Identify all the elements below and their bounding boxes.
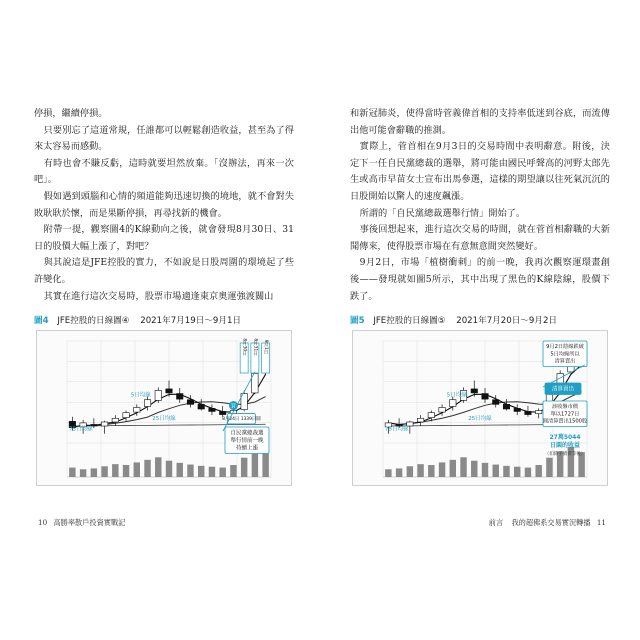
candle-body [493, 400, 499, 405]
volume-bar [482, 463, 488, 477]
paragraph: 實際上，菅首相在9月3日的交易時間中表明辭意。附後，決定下一任自民黨總裁的選舉，將可能由國民呼聲高的河野太郎先生或高市早苗女士宣布出馬參選，這樣的期望讓以往死氣沉沉的日股開始以驚人的速度飆漲。 [350, 141, 610, 202]
volume-bar [450, 460, 456, 477]
candle-body [471, 389, 477, 393]
paragraph: 和新冠肺炎，使得當時菅義偉首相的支持率低迷到谷底，而流傳出他可能會辭職的推測。 [350, 108, 610, 136]
chapter-label: 前言 [488, 518, 504, 527]
volume-bar [123, 465, 129, 477]
sell-reason-note-text: 9月2日陰線跌破 [546, 344, 584, 351]
volume-bar [241, 458, 247, 477]
volume-bar [252, 451, 258, 477]
candlestick-chart-4 [37, 331, 291, 485]
candle-body [177, 394, 183, 400]
volume-bar [385, 469, 391, 477]
page-number: 11 [596, 518, 606, 527]
rally-note [225, 427, 269, 454]
paragraph: 其實在進行這次交易時，股票市場適逢東京奧運強渡關山 [43, 290, 274, 302]
profit-note: （扣除手續費等後） [544, 452, 586, 457]
candle-body [209, 408, 215, 411]
volume-bar [503, 466, 509, 477]
volume-bar [101, 466, 107, 477]
candle-body [166, 389, 172, 393]
candle-body [439, 407, 445, 412]
volume-bar [209, 467, 215, 477]
candle-body [503, 404, 509, 409]
volume-bar [198, 466, 204, 477]
candle-body [482, 394, 488, 400]
candlestick-chart-5 [353, 331, 607, 485]
candle-body [134, 407, 140, 412]
candle-body [525, 411, 531, 414]
figure-number: 圖5 [350, 316, 365, 326]
right-page-footer [489, 518, 610, 528]
volume-bar [407, 466, 413, 477]
volume-bar [396, 468, 402, 477]
sell-order-note-text: 該收盤市價 [552, 404, 578, 411]
candle-body [535, 411, 541, 414]
paragraph: 與其說這是JFE控股的實力，不如說是日股周圍的環境起了些許變化。 [34, 257, 294, 285]
left-page [34, 106, 294, 536]
volume-bar [80, 469, 86, 477]
candle-body [198, 404, 204, 409]
sell-order-note-text: 單以1727日 [550, 411, 580, 418]
ma5-label: 5日均線 [130, 392, 151, 399]
volume-bar [166, 461, 172, 477]
volume-bar [155, 457, 161, 477]
figure-4-chart [36, 330, 292, 486]
candle-body [144, 400, 150, 407]
volume-bar [525, 468, 531, 477]
candle-body [101, 422, 107, 426]
paragraph: 只要別忘了這道常規，任誰都可以輕鬆創造收益，甚至為了得來太容易而感動。 [34, 124, 294, 153]
candle-body [187, 400, 193, 405]
sell-tag-text: 清算賣出 [551, 386, 575, 393]
running-head: 我的超佛系交易實況轉播 [511, 518, 591, 527]
volume-bar [219, 468, 225, 477]
volume-bar [187, 465, 193, 477]
running-head: 高勝率散戶投資實戰記 [53, 518, 126, 527]
figure-4-caption [34, 314, 294, 326]
candle-body [155, 390, 161, 400]
paragraph: 事後回想起來，進行這次交易的時間，就在菅首相辭職的大新聞傳來，使得股票市場在有意無意間突然變好。 [350, 224, 610, 252]
right-page [350, 106, 610, 536]
volume-bar [177, 463, 183, 477]
sell-reason-note-text: 5日均線所以 [550, 351, 580, 358]
date-tag-text: 8月30日 [241, 338, 247, 356]
volume-bar [428, 465, 434, 477]
volume-bar [514, 467, 520, 477]
buy-price-note-text: 8月24日 1339日圓 [222, 416, 261, 422]
sell-reason-note-text: 清算賣出 [554, 358, 576, 365]
paragraph: 假如遇到頭腦和心情的頻道能夠迅速切換的境地，就不會對失敗耿耿於懷，而是果斷停損，再尋找新的機會。 [34, 190, 294, 219]
left-page-body [34, 106, 294, 305]
paragraph: 有時也會不賺反虧，這時就要坦然放棄。「沒辦法，再來一次吧」。 [34, 157, 294, 186]
volume-bar [230, 465, 236, 477]
ma5-label: 5日均線 [446, 392, 467, 399]
date-tag-text: 8月31日 [252, 338, 258, 356]
candle-body [123, 413, 129, 418]
volume-bar [535, 465, 541, 477]
figure-title: JFE控股的日線圖④ [57, 316, 130, 326]
candle-body [112, 418, 118, 422]
profit-label: 日圓的收益 [549, 442, 581, 449]
volume-bar [112, 464, 118, 477]
ma75-label: 75日均線 [385, 426, 409, 433]
rally-note-text: 自民黨總裁選 [230, 430, 264, 437]
sell-order-note-text: 圓清算賣出1500股 [542, 418, 588, 425]
volume-bar [460, 457, 466, 477]
volume-bar [417, 464, 423, 477]
sell-order-note [543, 401, 588, 427]
paragraph: 9月2日，市場「植樹衝刺」的前一晚，我再次觀察運環畫創後——發現就如圖5所示，其中出現了黑色的K線陰線，股價下跌了。 [350, 257, 610, 302]
figure-number: 圖4 [34, 316, 49, 326]
figure-period: 2021年7月19日～9月1日 [140, 316, 242, 326]
candle-body [514, 408, 520, 411]
candle-body [417, 418, 423, 422]
right-page-body [350, 106, 610, 305]
left-page-footer [34, 518, 125, 528]
volume-bar [493, 465, 499, 477]
paragraph: 停損，繼續停損。 [34, 108, 108, 119]
figure-period: 2021年7月20日～9月2日 [456, 316, 558, 326]
candle-body [450, 400, 456, 407]
sell-reason-note [543, 341, 587, 367]
profit-label: 27萬5044 [549, 434, 581, 441]
rally-note-text: 舉行情前一晚 [230, 438, 264, 444]
candle-body [428, 413, 434, 418]
candle-body [407, 422, 413, 426]
figure-5-chart [352, 330, 608, 486]
volume-bar [69, 468, 75, 477]
date-tag-text: 9月1日 [263, 339, 269, 355]
figure-title: JFE控股的日線圖⑤ [373, 316, 446, 326]
figure-5-caption [350, 314, 610, 326]
ma25-label: 25日均線 [152, 415, 176, 422]
paragraph: 附帶一提，觀察圖4的K線動向之後，就會發現8月30日、31日的股價大幅上漲了，對吧？ [34, 224, 294, 252]
ma25-label: 25日均線 [468, 415, 492, 422]
volume-bar [439, 462, 445, 477]
rally-note-text: 持續上漲 [235, 445, 259, 452]
ma75-label: 75日均線 [69, 426, 93, 433]
sell-tag [545, 383, 581, 395]
volume-bar [546, 458, 552, 477]
volume-bar [91, 468, 97, 477]
paragraph: 所謂的「自民黨總裁選舉行情」開始了。 [359, 207, 526, 219]
volume-bar [471, 461, 477, 477]
buy-marker-label: 買 [230, 403, 236, 410]
volume-bar [144, 460, 150, 477]
candle-body [219, 411, 225, 414]
volume-bar [134, 462, 140, 477]
page-number: 10 [38, 518, 48, 527]
